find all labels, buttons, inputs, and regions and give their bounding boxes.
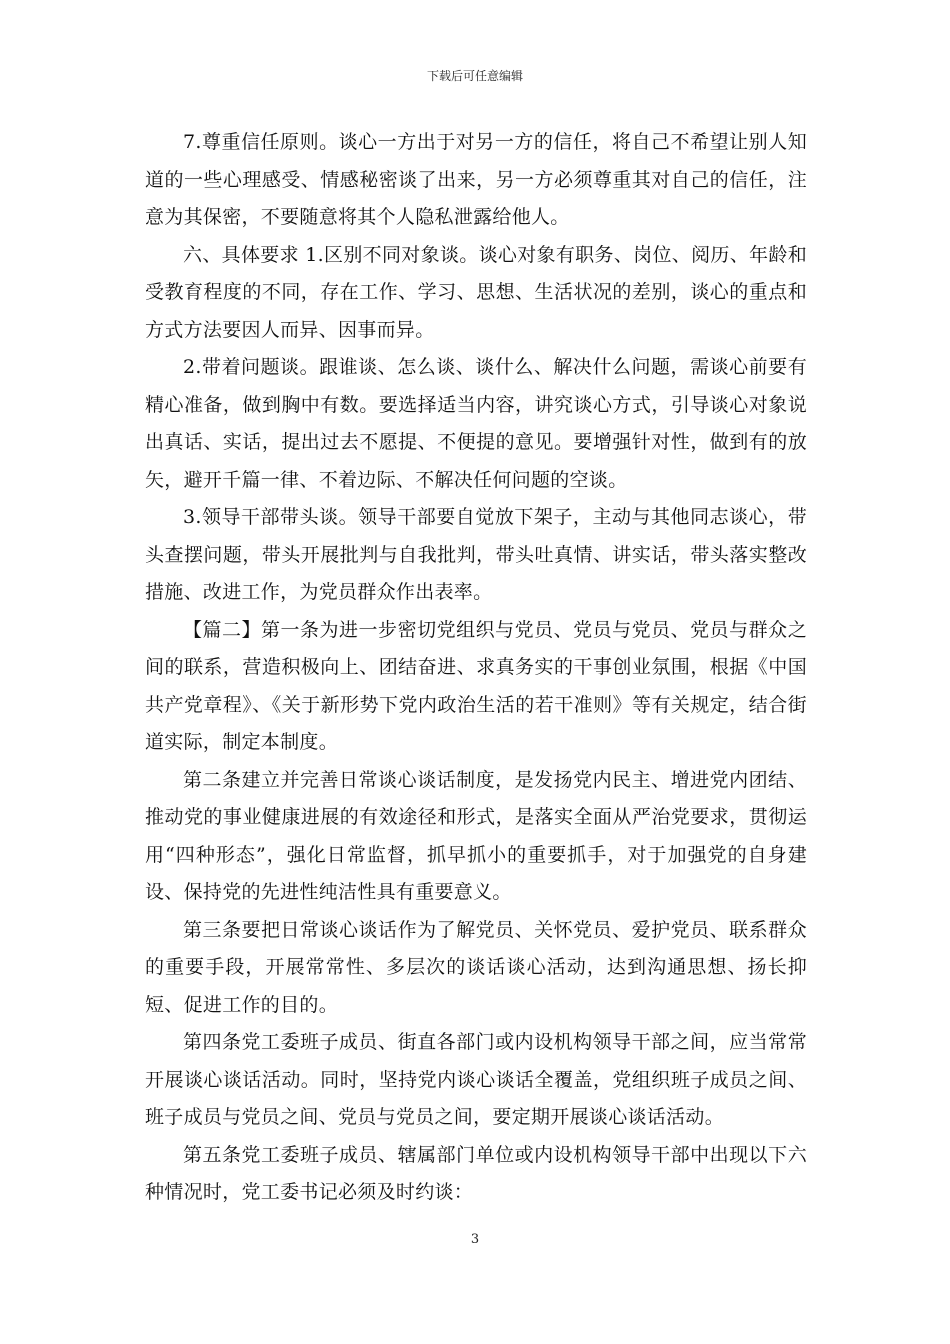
paragraph-article-five: 第五条党工委班子成员、辖属部门单位或内设机构领导干部中出现以下六种情况时，党工委书记必须及时约谈： [145,1143,807,1203]
paragraph-article-three: 第三条要把日常谈心谈话作为了解党员、关怀党员、爱护党员、联系群众的重要手段，开展常常性、多层次的谈话谈心活动，达到沟通思想、扬长抑短、促进工作的目的。 [145,918,807,1016]
paragraph-article-two: 第二条建立并完善日常谈心谈话制度，是发扬党内民主、增进党内团结、推动党的事业健康进展的有效途径和形式，是落实全面从严治党要求，贯彻运用“四种形态”，强化日常监督，抓早抓小的重要抓手，对于加强党的自身建设、保持党的先进性纯洁性具有重要意义。 [145,768,807,903]
paragraph-specific-requirements: 六、具体要求 1.区别不同对象谈。谈心对象有职务、岗位、阅历、年龄和受教育程度的不同，存在工作、学习、思想、生活状况的差别，谈心的重点和方式方法要因人而异、因事而异。 [145,243,807,341]
paragraph-leaders-take-lead: 3.领导干部带头谈。领导干部要自觉放下架子，主动与其他同志谈心，带头查摆问题，带头开展批判与自我批判，带头吐真情、讲实话，带头落实整改措施、改进工作，为党员群众作出表率。 [145,506,807,603]
paragraph-respect-trust-principle: 7.尊重信任原则。谈心一方出于对另一方的信任，将自己不希望让别人知道的一些心理感受、情感秘密谈了出来，另一方必须尊重其对自己的信任，注意为其保密，不要随意将其个人隐私泄露给他人。 [145,131,807,228]
page-header: 下载后可任意编辑 [426,69,523,83]
paragraph-talk-with-problems: 2.带着问题谈。跟谁谈、怎么谈、谈什么、解决什么问题，需谈心前要有精心准备，做到胸中有数。要选择适当内容，讲究谈心方式，引导谈心对象说出真话、实话，提出过去不愿提、不便提的意见。要增强针对性，做到有的放矢，避开千篇一律、不着边际、不解决任何问题的空谈。 [145,356,807,491]
paragraph-article-one: 【篇二】第一条为进一步密切党组织与党员、党员与党员、党员与群众之间的联系，营造积极向上、团结奋进、求真务实的干事创业氛围，根据《中国共产党章程》、《关于新形势下党内政治生活的若干准则》等有关规定，结合街道实际，制定本制度。 [145,618,807,753]
document-body [145,124,807,1212]
page-number: 3 [470,1232,480,1247]
paragraph-article-four: 第四条党工委班子成员、街直各部门或内设机构领导干部之间，应当常常开展谈心谈话活动。同时，坚持党内谈心谈话全覆盖，党组织班子成员之间、班子成员与党员之间、党员与党员之间，要定期开展谈心谈话活动。 [145,1031,807,1128]
